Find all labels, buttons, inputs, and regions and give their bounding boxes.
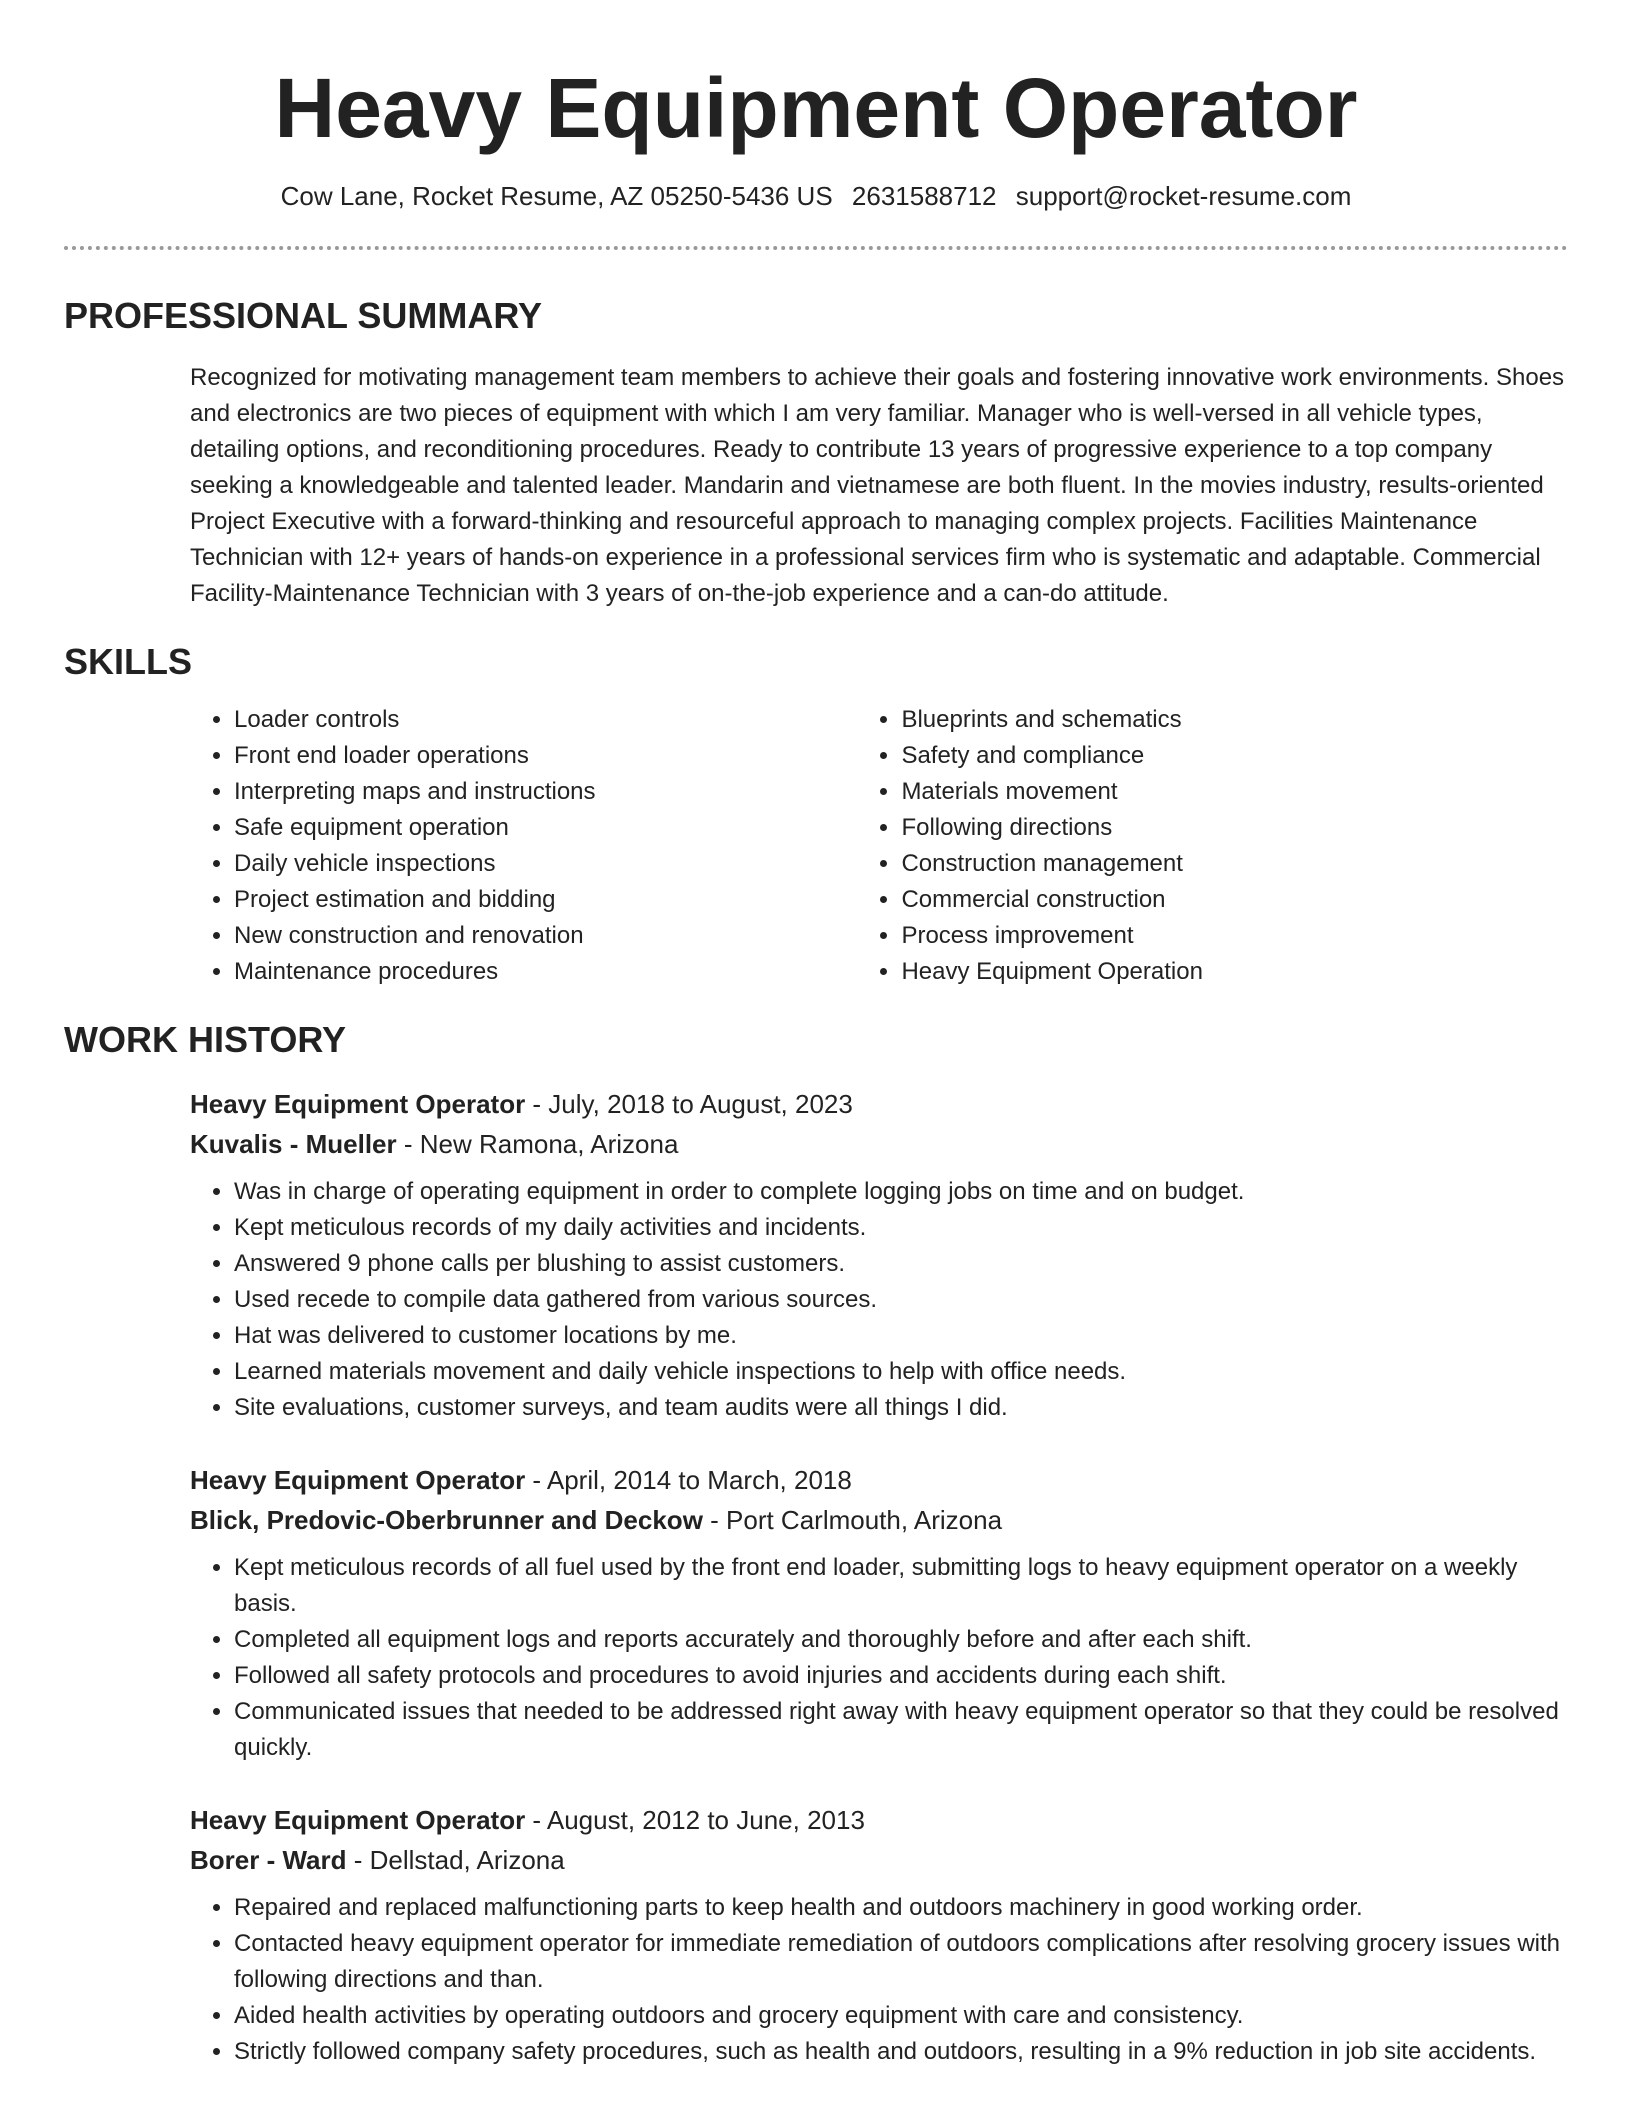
job-dates: - August, 2012 to June, 2013: [525, 1805, 865, 1835]
contact-email: support@rocket-resume.com: [1015, 181, 1352, 211]
job-company-line: [190, 1124, 1568, 1164]
skill-item: • Loader controls: [234, 702, 857, 738]
contact-line: [64, 180, 1568, 212]
job-role: Heavy Equipment Operator: [190, 1465, 526, 1495]
skill-item: • Process improvement: [901, 918, 1568, 954]
skills-list-left: [190, 702, 857, 990]
summary-heading: PROFESSIONAL SUMMARY: [64, 295, 543, 336]
job-bullet: • Contacted heavy equipment operator for immediate remediation of outdoors complications after resolving grocery issues with following directions and than.: [234, 1926, 1568, 1998]
contact-phone: 2631588712: [851, 181, 997, 211]
skill-item: • Blueprints and schematics: [901, 702, 1568, 738]
skill-item: • Maintenance procedures: [234, 954, 857, 990]
skill-item: • Heavy Equipment Operation: [901, 954, 1568, 990]
job-location: - New Ramona, Arizona: [396, 1129, 679, 1159]
job-bullet: • Kept meticulous records of all fuel used by the front end loader, submitting logs to heavy equipment operator on a weekly basis.: [234, 1550, 1568, 1622]
job-dates: - July, 2018 to August, 2023: [525, 1089, 853, 1119]
header-divider: [64, 246, 1568, 250]
job-role: Heavy Equipment Operator: [190, 1805, 526, 1835]
contact-address: Cow Lane, Rocket Resume, AZ 05250-5436 US: [280, 181, 833, 211]
job-bullet: • Followed all safety protocols and procedures to avoid injuries and accidents during each shift.: [234, 1658, 1568, 1694]
job-bullet: • Communicated issues that needed to be addressed right away with heavy equipment operator so that they could be resolved quickly.: [234, 1694, 1568, 1766]
job-company-line: [190, 1500, 1568, 1540]
job-entry: [190, 1460, 1568, 1766]
job-bullets: [190, 1550, 1568, 1766]
job-dates: - April, 2014 to March, 2018: [525, 1465, 852, 1495]
job-bullets: [190, 1890, 1568, 2070]
skill-item: • Following directions: [901, 810, 1568, 846]
job-bullet: • Site evaluations, customer surveys, and team audits were all things I did.: [234, 1390, 1568, 1426]
skill-item: • Materials movement: [901, 774, 1568, 810]
skills-heading: SKILLS: [64, 641, 193, 682]
job-location: - Port Carlmouth, Arizona: [702, 1505, 1003, 1535]
skill-item: • Daily vehicle inspections: [234, 846, 857, 882]
job-bullet: • Strictly followed company safety procedures, such as health and outdoors, resulting in a 9% reduction in job site accidents.: [234, 2034, 1568, 2070]
job-company: Borer - Ward: [190, 1845, 347, 1875]
job-bullet: • Completed all equipment logs and reports accurately and thoroughly before and after each shift.: [234, 1622, 1568, 1658]
job-title-line: [190, 1084, 1568, 1124]
job-company: Kuvalis - Mueller: [190, 1129, 397, 1159]
summary-text: Recognized for motivating management team members to achieve their goals and fostering innovative work environments. Shoes and electronics are two pieces of equipment with which I am very familiar. Manager who is well-versed in all vehicle types, detailing options, and reconditioning procedures. Ready to contribute 13 years of progressive experience to a top company seeking a knowledgeable and talented leader. Mandarin and vietnamese are both fluent. In the movies industry, results-oriented Project Executive with a forward-thinking and resourceful approach to managing complex projects. Facilities Maintenance Technician with 12+ years of hands-on experience in a professional services firm who is systematic and adaptable. Commercial Facility-Maintenance Technician with 3 years of on-the-job experience and a can-do attitude.: [190, 364, 1565, 607]
skill-item: • Safety and compliance: [901, 738, 1568, 774]
job-company-line: [190, 1840, 1568, 1880]
work-history-heading: WORK HISTORY: [64, 1019, 347, 1060]
skill-item: • Interpreting maps and instructions: [234, 774, 857, 810]
job-entry: [190, 1800, 1568, 2070]
job-title-line: [190, 1800, 1568, 1840]
job-bullet: • Learned materials movement and daily vehicle inspections to help with office needs.: [234, 1354, 1568, 1390]
job-location: - Dellstad, Arizona: [346, 1845, 565, 1875]
skill-item: • Project estimation and bidding: [234, 882, 857, 918]
skill-item: • Front end loader operations: [234, 738, 857, 774]
job-title-line: [190, 1460, 1568, 1500]
job-entry: [190, 1084, 1568, 1426]
skill-item: • New construction and renovation: [234, 918, 857, 954]
job-bullet: • Was in charge of operating equipment in order to complete logging jobs on time and on budget.: [234, 1174, 1568, 1210]
candidate-name: Heavy Equipment Operator: [274, 61, 1358, 155]
skill-item: • Safe equipment operation: [234, 810, 857, 846]
job-bullets: [190, 1174, 1568, 1426]
skills-list-right: [857, 702, 1568, 990]
skill-item: • Construction management: [901, 846, 1568, 882]
job-bullet: • Used recede to compile data gathered from various sources.: [234, 1282, 1568, 1318]
job-bullet: • Answered 9 phone calls per blushing to assist customers.: [234, 1246, 1568, 1282]
skills-columns: [190, 702, 1568, 990]
job-bullet: • Repaired and replaced malfunctioning parts to keep health and outdoors machinery in good working order.: [234, 1890, 1568, 1926]
job-bullet: • Kept meticulous records of my daily activities and incidents.: [234, 1210, 1568, 1246]
job-bullet: • Aided health activities by operating outdoors and grocery equipment with care and consistency.: [234, 1998, 1568, 2034]
resume-page: [64, 0, 1568, 2070]
skill-item: • Commercial construction: [901, 882, 1568, 918]
job-role: Heavy Equipment Operator: [190, 1089, 526, 1119]
job-bullet: • Hat was delivered to customer locations by me.: [234, 1318, 1568, 1354]
job-company: Blick, Predovic-Oberbrunner and Deckow: [190, 1505, 703, 1535]
